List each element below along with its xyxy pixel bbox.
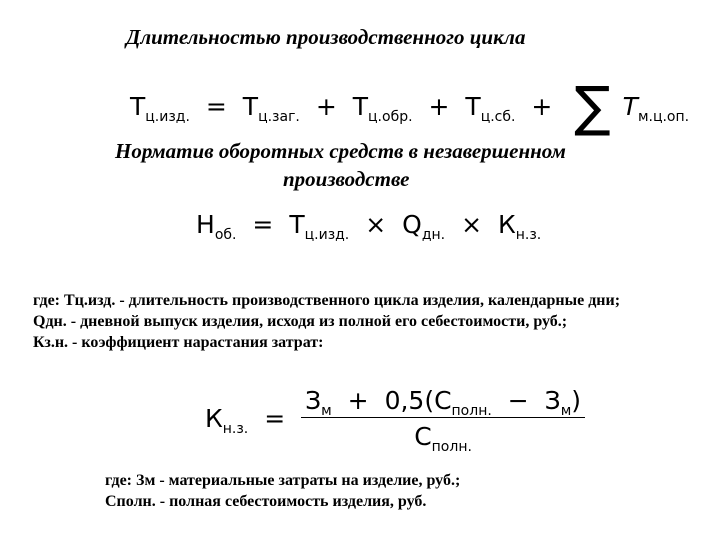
formula-term: Q <box>402 210 422 239</box>
formula-term: К <box>497 210 516 239</box>
formula-term: З <box>305 386 322 415</box>
formula-subscript: дн. <box>421 227 446 243</box>
formula-cycle-duration <box>130 70 690 138</box>
heading-working-capital-line1: Норматив оборотных средств в незавершенном <box>115 139 566 163</box>
heading-working-capital-line2: производстве <box>283 167 410 191</box>
formula-subscript: об. <box>214 227 237 243</box>
minus-sign: − <box>507 386 529 415</box>
formula-working-capital <box>196 210 542 243</box>
formula-subscript: ц.изд. <box>304 227 350 243</box>
closing-paren: ) <box>571 386 582 415</box>
formula-term: 0,5(С <box>384 386 452 415</box>
formula-subscript: ц.сб. <box>480 109 516 125</box>
formula-term: Т <box>130 92 146 121</box>
formula-subscript: м <box>321 403 332 419</box>
formula-term: Т <box>352 92 369 121</box>
definition-material-costs: где: Зм - материальные затраты на изделие, руб.; <box>105 472 461 489</box>
formula-term: Т <box>289 210 305 239</box>
definition-cost-growth: Кз.н. - коэффициент нарастания затрат: <box>33 334 324 351</box>
formula-subscript: полн. <box>451 403 492 419</box>
fraction <box>301 386 585 455</box>
definition-daily-output: Qдн. - дневной выпуск изделия, исходя из полной его себестоимости, руб.; <box>33 313 568 330</box>
definition-full-cost: Сполн. - полная себестоимость изделия, руб. <box>105 493 427 510</box>
heading-production-cycle: Длительностью производственного цикла <box>126 25 526 49</box>
formula-subscript: м.ц.оп. <box>637 109 690 125</box>
formula-subscript: ц.изд. <box>145 109 190 125</box>
formula-subscript: н.з. <box>222 421 249 437</box>
definition-cycle: где: Тц.изд. - длительность производственного цикла изделия, календарные дни; <box>33 292 621 309</box>
plus-sign: + <box>428 92 450 121</box>
formula-subscript: ц.заг. <box>258 109 300 125</box>
formula-subscript: полн. <box>431 439 472 455</box>
formula-term: Н <box>196 210 215 239</box>
formula-subscript: ц.обр. <box>368 109 413 125</box>
fraction-denominator <box>301 418 585 455</box>
formula-term: С <box>414 422 432 451</box>
plus-sign: + <box>315 92 337 121</box>
sum-sign: ∑ <box>574 75 611 138</box>
formula-subscript: м <box>560 403 572 419</box>
equals-sign: = <box>264 404 286 433</box>
formula-subscript: н.з. <box>515 227 542 243</box>
plus-sign: + <box>347 386 369 415</box>
formula-term: К <box>205 404 223 433</box>
equals-sign: = <box>252 210 274 239</box>
formula-term: T <box>622 92 638 121</box>
formula-term: Т <box>465 92 481 121</box>
formula-term: Т <box>242 92 259 121</box>
formula-cost-growth <box>205 386 585 455</box>
formula-term: З <box>544 386 561 415</box>
definitions-block-2 <box>105 470 665 512</box>
equals-sign: = <box>205 92 227 121</box>
definitions-block <box>33 290 673 353</box>
fraction-numerator <box>301 388 585 418</box>
times-sign: × <box>461 210 483 239</box>
plus-sign: + <box>531 92 553 121</box>
times-sign: × <box>365 210 387 239</box>
